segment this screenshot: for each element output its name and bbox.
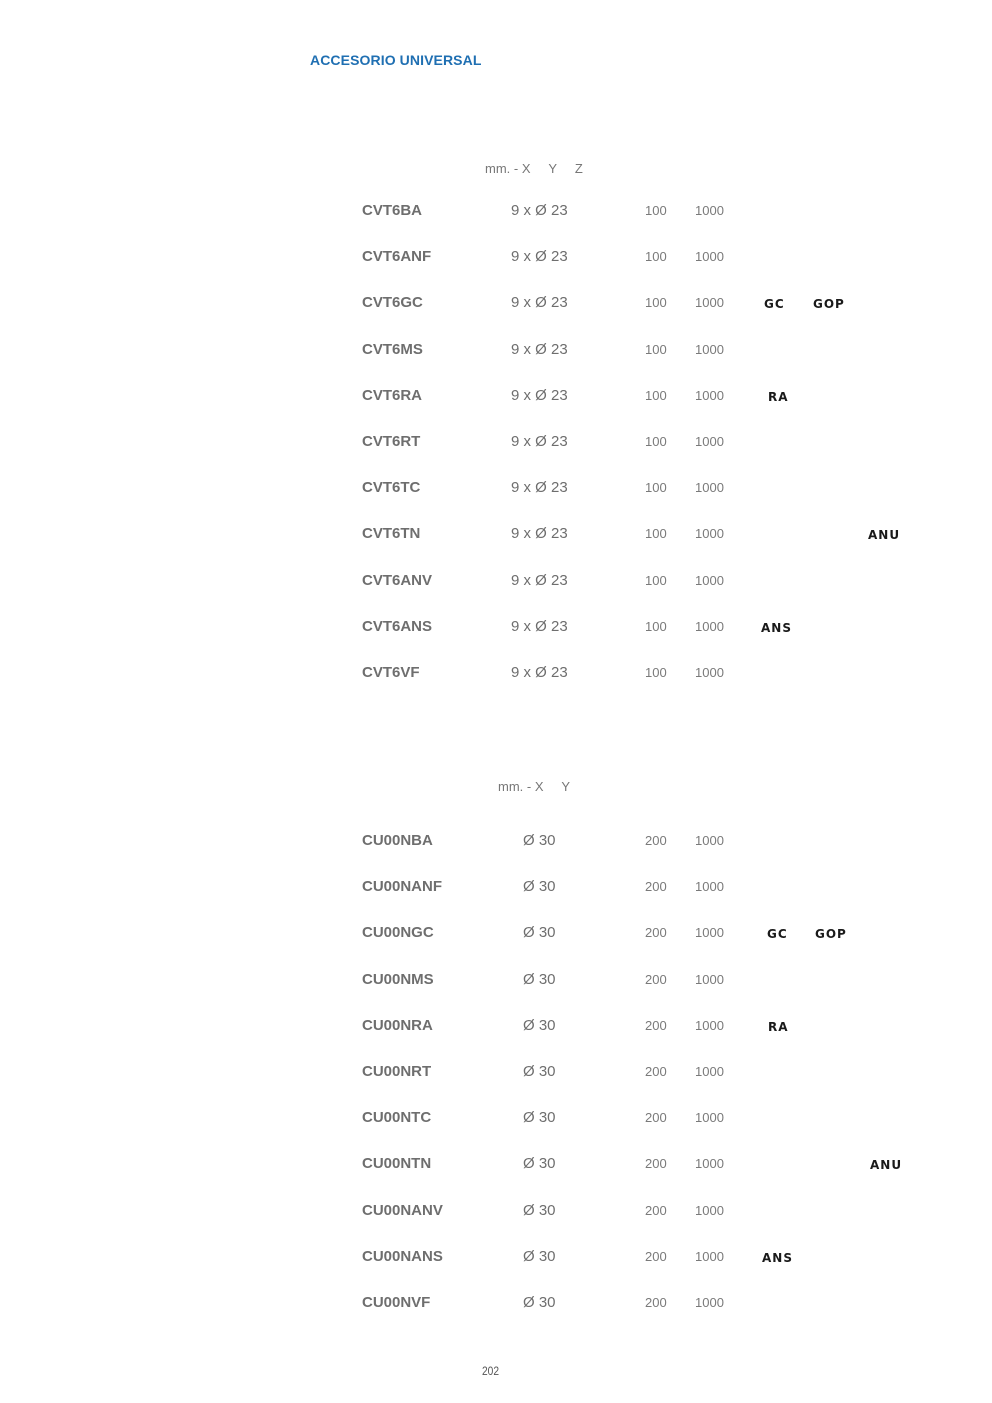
product-dimensions: Ø 30 (523, 1109, 556, 1127)
box-quantity: 200 (645, 971, 667, 987)
product-code: CVT6RT (362, 433, 421, 450)
product-code: CU00NMS (362, 970, 434, 988)
pack-quantity: 1000 (695, 1110, 724, 1126)
table-row (0, 479, 992, 503)
pack-quantity: 1000 (695, 1156, 724, 1172)
compatibility-tag: ANU (868, 528, 901, 543)
pack-quantity: 1000 (695, 526, 724, 542)
product-code: CU00NRT (362, 1063, 432, 1080)
pack-quantity: 1000 (695, 249, 724, 265)
table-row (0, 202, 992, 226)
table-row (0, 664, 992, 688)
product-dimensions: Ø 30 (523, 1155, 556, 1173)
compatibility-tag: GC (767, 927, 788, 942)
product-code: CU00NBA (362, 832, 433, 849)
product-dimensions: Ø 30 (523, 1294, 556, 1311)
pack-quantity: 1000 (695, 295, 724, 311)
pack-quantity: 1000 (695, 618, 724, 634)
pack-quantity: 1000 (695, 434, 724, 449)
product-dimensions: Ø 30 (523, 1016, 556, 1034)
table-row (0, 878, 992, 902)
table2-column-header: mm. - X Y (498, 779, 570, 794)
box-quantity: 200 (645, 1064, 667, 1079)
box-quantity: 200 (645, 1295, 667, 1310)
box-quantity: 200 (645, 1156, 667, 1172)
table-row (0, 832, 992, 856)
table-row (0, 971, 992, 995)
product-code: CVT6TN (362, 525, 421, 543)
product-code: CU00NANF (362, 878, 443, 896)
compatibility-tag: ANU (870, 1158, 903, 1173)
product-dimensions: 9 x Ø 23 (511, 479, 568, 497)
box-quantity: 100 (645, 480, 667, 496)
product-dimensions: 9 x Ø 23 (511, 340, 568, 358)
box-quantity: 200 (645, 1248, 667, 1264)
table-row (0, 572, 992, 596)
box-quantity: 200 (645, 925, 667, 941)
box-quantity: 100 (645, 203, 667, 218)
pack-quantity: 1000 (695, 480, 724, 496)
pack-quantity: 1000 (695, 1295, 724, 1310)
product-code: CU00NTN (362, 1155, 432, 1173)
product-dimensions: Ø 30 (523, 832, 556, 849)
product-dimensions: 9 x Ø 23 (511, 294, 568, 312)
table-row (0, 1294, 992, 1318)
pack-quantity: 1000 (695, 879, 724, 895)
compatibility-tag: GC (764, 297, 785, 312)
compatibility-tag: RA (768, 1019, 789, 1034)
pack-quantity: 1000 (695, 665, 724, 680)
compatibility-tag: RA (768, 389, 789, 404)
product-dimensions: 9 x Ø 23 (511, 202, 568, 219)
pack-quantity: 1000 (695, 572, 724, 588)
box-quantity: 200 (645, 1202, 667, 1218)
product-dimensions: 9 x Ø 23 (511, 571, 568, 589)
table1-column-header: mm. - X Y Z (485, 161, 583, 176)
product-dimensions: 9 x Ø 23 (511, 386, 568, 404)
product-code: CVT6RA (362, 386, 423, 404)
product-dimensions: 9 x Ø 23 (511, 664, 568, 681)
pack-quantity: 1000 (695, 971, 724, 987)
product-dimensions: 9 x Ø 23 (511, 617, 568, 635)
table-row (0, 924, 992, 948)
pack-quantity: 1000 (695, 1064, 724, 1079)
table-row (0, 387, 992, 411)
product-code: CVT6GC (362, 294, 423, 312)
box-quantity: 100 (645, 618, 667, 634)
pack-quantity: 1000 (695, 925, 724, 941)
product-dimensions: Ø 30 (523, 1247, 556, 1265)
table-row (0, 1155, 992, 1179)
product-code: CVT6ANV (362, 571, 433, 589)
product-code: CVT6ANS (362, 617, 433, 635)
product-dimensions: Ø 30 (523, 970, 556, 988)
box-quantity: 100 (645, 387, 667, 403)
pack-quantity: 1000 (695, 1017, 724, 1033)
table-row (0, 341, 992, 365)
product-dimensions: Ø 30 (523, 1063, 556, 1080)
box-quantity: 100 (645, 295, 667, 311)
box-quantity: 200 (645, 879, 667, 895)
product-dimensions: Ø 30 (523, 924, 556, 942)
product-dimensions: 9 x Ø 23 (511, 525, 568, 543)
box-quantity: 100 (645, 526, 667, 542)
table-row (0, 1202, 992, 1226)
product-dimensions: Ø 30 (523, 878, 556, 896)
product-code: CVT6VF (362, 664, 420, 681)
pack-quantity: 1000 (695, 387, 724, 403)
pack-quantity: 1000 (695, 1248, 724, 1264)
box-quantity: 100 (645, 572, 667, 588)
table-row (0, 525, 992, 549)
compatibility-tag: ANS (761, 620, 792, 635)
product-code: CU00NGC (362, 924, 434, 942)
product-dimensions: Ø 30 (523, 1201, 556, 1219)
box-quantity: 200 (645, 1110, 667, 1126)
pack-quantity: 1000 (695, 1202, 724, 1218)
product-code: CU00NVF (362, 1294, 431, 1311)
pack-quantity: 1000 (695, 341, 724, 357)
compatibility-tag: GOP (813, 297, 845, 312)
product-code: CVT6BA (362, 202, 423, 219)
section-title: ACCESORIO UNIVERSAL (310, 52, 482, 68)
box-quantity: 100 (645, 665, 667, 680)
page-number: 202 (482, 1364, 500, 1378)
box-quantity: 100 (645, 249, 667, 265)
product-code: CVT6ANF (362, 248, 432, 266)
box-quantity: 100 (645, 434, 667, 449)
product-code: CVT6TC (362, 479, 421, 497)
table-row (0, 294, 992, 318)
compatibility-tag: GOP (815, 927, 847, 942)
pack-quantity: 1000 (695, 203, 724, 218)
table-row (0, 1248, 992, 1272)
table-row (0, 433, 992, 457)
pack-quantity: 1000 (695, 833, 724, 848)
product-code: CU00NANS (362, 1247, 443, 1265)
box-quantity: 200 (645, 833, 667, 848)
box-quantity: 100 (645, 341, 667, 357)
table-row (0, 1017, 992, 1041)
product-dimensions: 9 x Ø 23 (511, 248, 568, 266)
box-quantity: 200 (645, 1017, 667, 1033)
table-row (0, 248, 992, 272)
product-code: CU00NTC (362, 1109, 432, 1127)
product-code: CU00NANV (362, 1201, 443, 1219)
compatibility-tag: ANS (762, 1250, 793, 1265)
product-code: CU00NRA (362, 1016, 433, 1034)
table-row (0, 618, 992, 642)
product-code: CVT6MS (362, 340, 423, 358)
table-row (0, 1109, 992, 1133)
product-dimensions: 9 x Ø 23 (511, 433, 568, 450)
table-row (0, 1063, 992, 1087)
